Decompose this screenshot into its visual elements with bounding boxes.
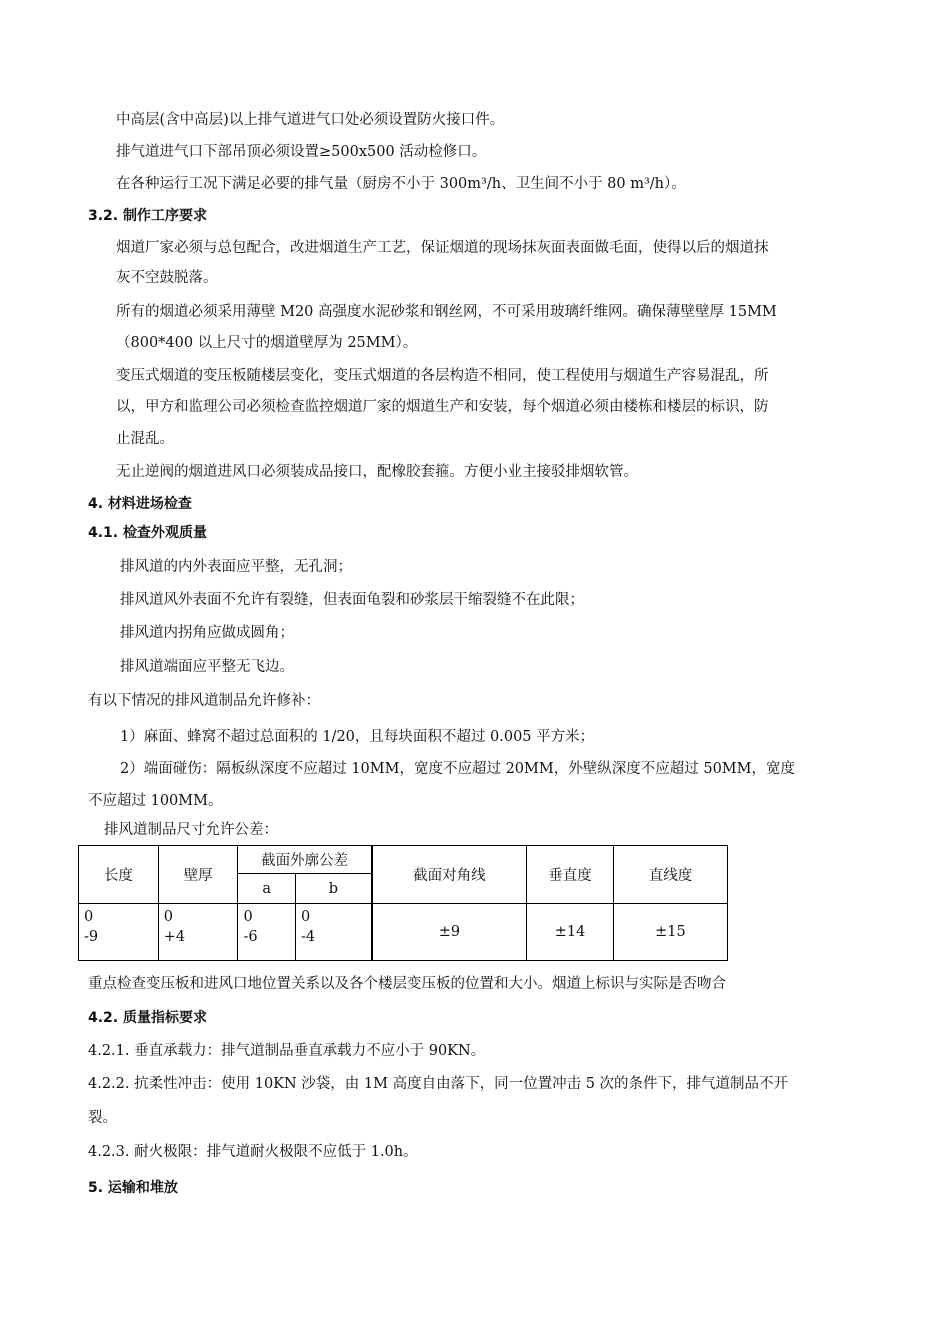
value-top: 0 (163, 909, 173, 925)
paragraph: 1）麻面、蜂窝不超过总面积的 1/20，且每块面积不超过 0.005 平方米； (120, 729, 595, 745)
value-bottom: -4 (301, 929, 316, 945)
cell-b (296, 904, 372, 961)
header-section: 截面外廓公差 (238, 846, 372, 874)
cell-diagonal: ±9 (372, 904, 527, 961)
paragraph: （800*400 以上尺寸的烟道壁厚为 25MM）。 (116, 335, 418, 351)
header-diagonal: 截面对角线 (372, 846, 527, 904)
header-vertical: 垂直度 (527, 846, 614, 904)
header-length: 长度 (79, 846, 159, 904)
paragraph: 有以下情况的排风道制品允许修补： (88, 693, 320, 709)
paragraph: 中高层(含中高层)以上排气道进气口处必须设置防火接口件。 (116, 112, 505, 128)
value-bottom: +4 (163, 929, 186, 945)
paragraph: 烟道厂家必须与总包配合，改进烟道生产工艺，保证烟道的现场抹灰面表面做毛面，使得以后的烟道抹 (116, 240, 769, 256)
section-heading: 5. 运输和堆放 (88, 1180, 178, 1196)
header-b: b (296, 874, 372, 904)
paragraph: 所有的烟道必须采用薄壁 M20 高强度水泥砂浆和钢丝网，不可采用玻璃纤维网。确保薄壁壁厚 15MM (116, 304, 777, 320)
header-wall: 壁厚 (158, 846, 238, 904)
header-a: a (238, 874, 296, 904)
paragraph: 重点检查变压板和进风口地位置关系以及各个楼层变压板的位置和大小。烟道上标识与实际是否吻合 (88, 976, 726, 992)
paragraph: 排风道端面应平整无飞边。 (120, 659, 294, 675)
paragraph: 不应超过 100MM。 (88, 793, 223, 809)
paragraph: 变压式烟道的变压板随楼层变化，变压式烟道的各层构造不相同，使工程使用与烟道生产容易混乱，所 (116, 368, 769, 384)
value-top: 0 (84, 909, 94, 925)
paragraph: 排风道内拐角应做成圆角； (120, 625, 294, 641)
value-bottom: -6 (243, 929, 258, 945)
value-bottom: -9 (84, 929, 99, 945)
paragraph: 4.2.2. 抗柔性冲击：使用 10KN 沙袋，由 1M 高度自由落下，同一位置冲击 5 次的条件下，排气道制品不开 (88, 1076, 789, 1092)
value-top: 0 (301, 909, 311, 925)
cell-length (79, 904, 159, 961)
paragraph: 排风道的内外表面应平整，无孔洞； (120, 559, 352, 575)
section-heading: 4. 材料进场检查 (88, 496, 192, 512)
header-straight: 直线度 (613, 846, 727, 904)
paragraph: 灰不空鼓脱落。 (116, 270, 218, 286)
cell-a (238, 904, 296, 961)
tolerance-table (78, 845, 728, 961)
cell-wall (158, 904, 238, 961)
paragraph: 排风道风外表面不允许有裂缝，但表面龟裂和砂浆层干缩裂缝不在此限； (120, 592, 584, 608)
paragraph: 止混乱。 (116, 431, 174, 447)
cell-vertical: ±14 (527, 904, 614, 961)
section-heading: 4.1. 检查外观质量 (88, 525, 207, 541)
paragraph: 以，甲方和监理公司必须检查监控烟道厂家的烟道生产和安装，每个烟道必须由楼栋和楼层的标识，防 (116, 399, 769, 415)
table-caption: 排风道制品尺寸允许公差： (104, 822, 278, 838)
paragraph: 无止逆阀的烟道进风口必须装成品接口，配橡胶套箍。方便小业主接驳排烟软管。 (116, 464, 638, 480)
cell-straight: ±15 (613, 904, 727, 961)
paragraph: 裂。 (88, 1110, 117, 1126)
paragraph: 4.2.1. 垂直承载力：排气道制品垂直承载力不应小于 90KN。 (88, 1043, 486, 1059)
value-top: 0 (243, 909, 253, 925)
paragraph: 4.2.3. 耐火极限：排气道耐火极限不应低于 1.0h。 (88, 1144, 418, 1160)
paragraph: 在各种运行工况下满足必要的排气量（厨房不小于 300m³/h、卫生间不小于 80 m³/h）。 (116, 176, 686, 192)
paragraph: 排气道进气口下部吊顶必须设置≥500x500 活动检修口。 (116, 144, 487, 160)
paragraph: 2）端面碰伤：隔板纵深度不应超过 10MM，宽度不应超过 20MM，外壁纵深度不应超过 50MM，宽度 (120, 761, 795, 777)
section-heading: 4.2. 质量指标要求 (88, 1010, 207, 1026)
section-heading: 3.2. 制作工序要求 (88, 208, 207, 224)
